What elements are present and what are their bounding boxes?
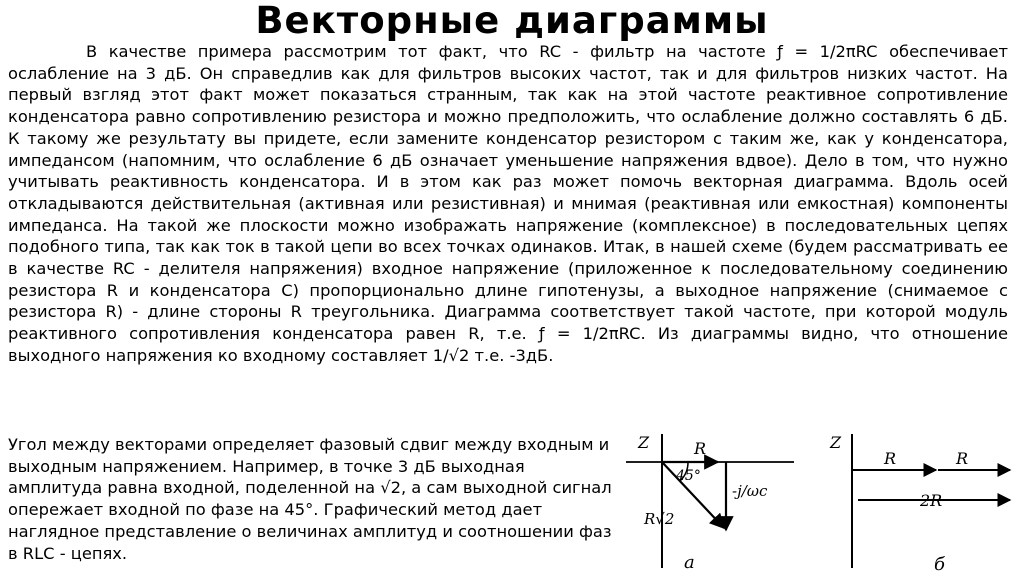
diagram-a-label-reactive: -j/ωc [732,482,768,500]
diagram-a-axis-label: Z [638,433,650,452]
diagram-b-caption: б [934,554,945,574]
diagram-b-label-r1: R [884,449,897,468]
side-text-block [8,434,618,564]
vector-diagrams [618,428,1018,574]
diagram-b-axis-label: Z [830,433,842,452]
diagram-a-label-r: R [694,439,707,458]
side-paragraph: Угол между векторами определяет фазовый сдвиг между входным и выходным напряжением. Например, в точке 3 дБ выходная амплитуда равна входной, поделенной на √2, а сам выходной сигнал опережает входной по фазе на 45°. Графический метод дает наглядное представление о величинах амплитуд и соотношении фаз в RLC - цепях. [8,435,612,563]
diagram-a [626,433,794,573]
main-paragraph: В качестве примера рассмотрим тот факт, что RC - фильтр на частоте ƒ = 1/2πRC обеспечивает ослабление на 3 дБ. Он справедлив как для фильтров высоких частот, так и для фильтров низких частот. На первый взгляд этот факт может показаться странным, так как на этой частоте реактивное сопротивление конденсатора равно сопротивлению резистора и можно предположить, что ослабление должно составлять 6 дБ. К такому же результату вы придете, если замените конденсатор резистором с таким же, как у конденсатора, импедансом (напомним, что ослабление 6 дБ означает уменьшение напряжения вдвое). Дело в том, что нужно учитывать реактивность конденсатора. И в этом как раз может помочь векторная диаграмма. Вдоль осей откладываются действительная (активная или резистивная) и мнимая (реактивная или емкостная) компоненты импеданса. На такой же плоскости можно изображать напряжение (комплексное) в последовательных цепях подобного типа, так как ток в такой цепи во всех точках одинаков. Итак, в нашей схеме (будем рассматривать ее в качестве RC - делителя напряжения) входное напряжение (приложенное к последовательному соединению резистора R и конденсатора C) пропорционально длине гипотенузы, а выходное напряжение (снимаемое с резистора R) - длине стороны R треугольника. Диаграмма соответствует такой частоте, при которой модуль реактивного сопротивления конденсатора равен R, т.е. ƒ = 1/2πRC. Из диаграммы видно, что отношение выходного напряжения ко входному составляет 1/√2 т.е. -3дБ. [8,42,1008,365]
diagram-b-label-r2: R [956,449,969,468]
diagram-a-label-hypotenuse: R√2 [644,510,675,528]
diagram-a-label-angle: 45° [676,468,701,484]
diagram-b [829,433,1010,574]
page-title: Векторные диаграммы [255,0,769,42]
diagram-a-caption: а [684,552,695,573]
diagram-b-label-2r: 2R [920,491,943,510]
main-text-block [8,41,1008,367]
